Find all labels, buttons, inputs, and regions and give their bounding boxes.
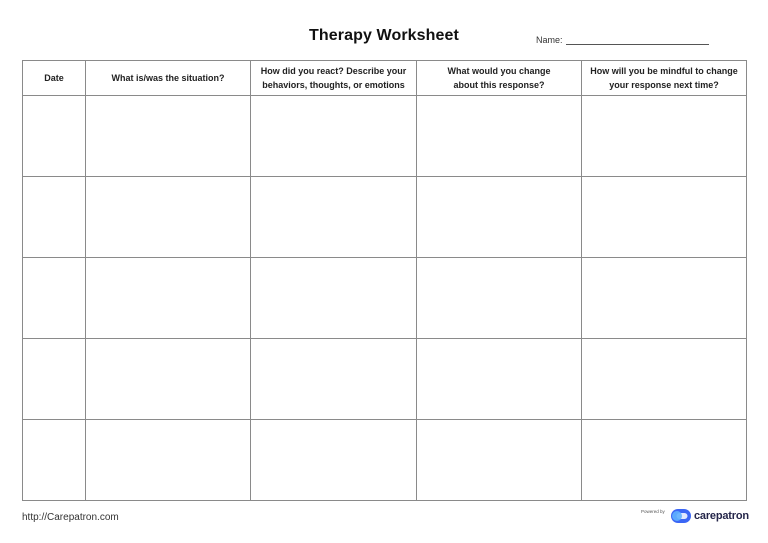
table-cell[interactable] xyxy=(582,258,747,339)
table-cell[interactable] xyxy=(251,96,417,177)
name-input-line[interactable] xyxy=(566,37,709,45)
column-header-line: What is/was the situation? xyxy=(111,73,225,83)
column-header-line: What would you change xyxy=(447,66,551,76)
table-cell[interactable] xyxy=(417,420,582,501)
table-cell[interactable] xyxy=(417,258,582,339)
table-cell[interactable] xyxy=(86,420,251,501)
footer-url-link[interactable]: http://Carepatron.com xyxy=(22,512,119,523)
carepatron-logo xyxy=(670,507,749,525)
table-cell[interactable] xyxy=(582,420,747,501)
table-cell[interactable] xyxy=(23,420,86,501)
table-cell[interactable] xyxy=(251,339,417,420)
table-cell[interactable] xyxy=(86,177,251,258)
column-header-situation xyxy=(86,61,251,96)
column-header-line: your response next time? xyxy=(609,80,719,90)
table-cell[interactable] xyxy=(251,420,417,501)
table-cell[interactable] xyxy=(251,258,417,339)
table-cell[interactable] xyxy=(251,177,417,258)
column-header-mindful xyxy=(582,61,747,96)
column-header-line: Date xyxy=(44,73,64,83)
column-header-line: about this response? xyxy=(453,80,545,90)
table-header-row xyxy=(23,61,747,96)
column-header-change xyxy=(417,61,582,96)
name-field-block xyxy=(536,34,709,46)
table-cell[interactable] xyxy=(417,339,582,420)
table-row xyxy=(23,177,747,258)
powered-by-label: Powered by xyxy=(641,509,665,514)
table-cell[interactable] xyxy=(582,339,747,420)
table-cell[interactable] xyxy=(23,177,86,258)
table-row xyxy=(23,96,747,177)
table-cell[interactable] xyxy=(582,177,747,258)
table-cell[interactable] xyxy=(86,258,251,339)
table-cell[interactable] xyxy=(86,339,251,420)
column-header-reaction xyxy=(251,61,417,96)
worksheet-table xyxy=(22,60,747,501)
table-cell[interactable] xyxy=(417,177,582,258)
table-cell[interactable] xyxy=(23,339,86,420)
column-header-line: behaviors, thoughts, or emotions xyxy=(262,80,405,90)
table-cell[interactable] xyxy=(23,96,86,177)
table-row xyxy=(23,420,747,501)
column-header-date xyxy=(23,61,86,96)
table-cell[interactable] xyxy=(582,96,747,177)
worksheet-title: Therapy Worksheet xyxy=(309,27,459,44)
table-cell[interactable] xyxy=(86,96,251,177)
carepatron-logo-icon xyxy=(670,508,692,524)
carepatron-logo-text: carepatron xyxy=(694,510,749,522)
column-header-line: How did you react? Describe your xyxy=(260,66,407,76)
column-header-line: How will you be mindful to change xyxy=(590,66,738,76)
table-cell[interactable] xyxy=(417,96,582,177)
table-row xyxy=(23,339,747,420)
table-cell[interactable] xyxy=(23,258,86,339)
name-label: Name: xyxy=(536,35,563,45)
table-row xyxy=(23,258,747,339)
